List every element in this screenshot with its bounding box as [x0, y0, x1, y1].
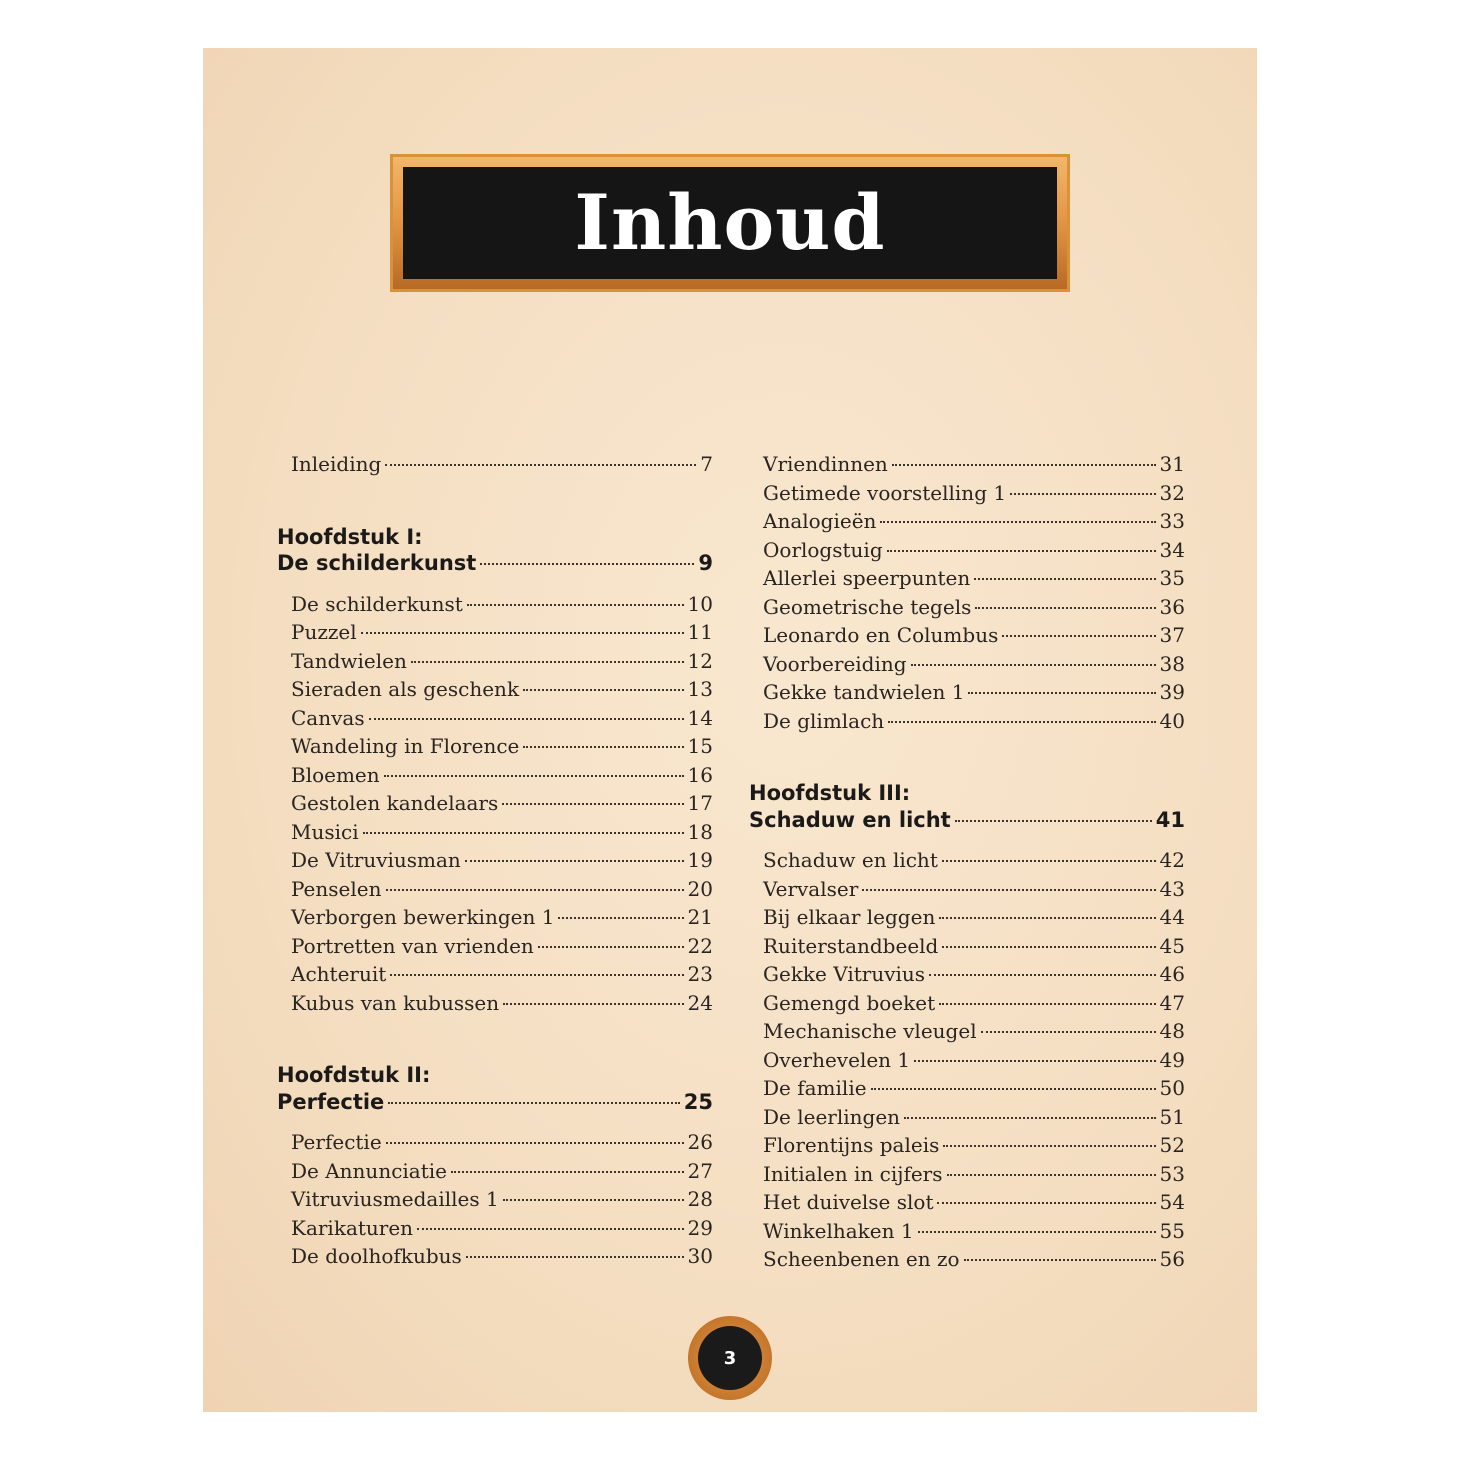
toc-entry-title: Musici — [291, 819, 359, 844]
chapter-page-number: 41 — [1155, 807, 1185, 832]
toc-entry-page-number: 18 — [687, 819, 713, 844]
page-number: 3 — [698, 1326, 762, 1390]
dot-leader — [942, 946, 1155, 948]
toc-entry-page-number: 44 — [1159, 905, 1185, 929]
dot-leader — [975, 607, 1155, 609]
toc-entry-title: Mechanische vleugel — [763, 1019, 977, 1043]
dot-leader — [888, 721, 1155, 723]
dot-leader — [467, 604, 684, 606]
toc-entry-title: Achteruit — [291, 962, 387, 986]
dot-leader — [385, 464, 696, 466]
toc-entry-title: Florentijns paleis — [763, 1133, 940, 1157]
toc-entry-page-number: 11 — [687, 620, 713, 644]
toc-entry-title: Sieraden als geschenk — [291, 677, 520, 701]
dot-leader — [911, 664, 1156, 666]
toc-entry-title: Voorbereiding — [763, 651, 907, 676]
toc-entry-title: Karikaturen — [291, 1215, 414, 1240]
toc-entry-page-number: 43 — [1159, 876, 1185, 901]
toc-entry[interactable] — [277, 677, 713, 706]
dot-leader — [937, 1202, 1155, 1204]
toc-entry[interactable] — [749, 848, 1185, 877]
toc-entry-title: Bloemen — [291, 762, 380, 787]
dot-leader — [523, 746, 683, 748]
toc-entry[interactable] — [749, 652, 1185, 681]
toc-entry-page-number: 52 — [1159, 1133, 1185, 1157]
toc-entry-title: Canvas — [291, 705, 365, 730]
toc-entry[interactable] — [277, 649, 713, 678]
toc-entry-page-number: 50 — [1159, 1076, 1185, 1100]
dot-leader — [411, 661, 684, 663]
dot-leader — [451, 1171, 684, 1173]
dot-leader — [386, 1142, 684, 1144]
toc-entry-title: Getimede voorstelling 1 — [763, 480, 1007, 505]
page-title: Inhoud — [574, 178, 886, 267]
chapter-spacer — [277, 580, 713, 592]
toc-entry-page-number: 42 — [1159, 848, 1185, 872]
toc-entry[interactable] — [749, 538, 1185, 567]
dot-leader — [968, 692, 1155, 694]
chapter-title: De schilderkunst — [277, 551, 477, 575]
toc-entry[interactable] — [277, 905, 713, 934]
toc-entry-page-number: 32 — [1159, 480, 1185, 505]
dot-leader — [914, 1060, 1155, 1062]
toc-entry[interactable] — [277, 1244, 713, 1273]
toc-entry[interactable] — [749, 481, 1185, 510]
dot-leader — [369, 718, 684, 720]
toc-entry-page-number: 29 — [687, 1215, 713, 1240]
toc-entry-title: Gekke Vitruvius — [763, 962, 926, 986]
toc-entry[interactable] — [749, 1219, 1185, 1248]
toc-entry-page-number: 38 — [1159, 651, 1185, 676]
dot-leader — [981, 1031, 1156, 1033]
section-spacer — [277, 1019, 713, 1061]
dot-leader — [974, 578, 1155, 580]
dot-leader — [503, 1003, 683, 1005]
chapter-heading — [277, 523, 713, 580]
chapter-page-number: 25 — [683, 1089, 713, 1114]
toc-entry[interactable] — [277, 1216, 713, 1245]
toc-entry-title: Gemengd boeket — [763, 990, 936, 1015]
dot-leader — [862, 889, 1155, 891]
toc-entry-title: Gestolen kandelaars — [291, 791, 499, 815]
toc-entry-title: Analogieën — [763, 509, 877, 533]
toc-entry[interactable] — [749, 962, 1185, 991]
toc-entry-title: Verborgen bewerkingen 1 — [291, 905, 555, 929]
toc-entry-title: De doolhofkubus — [291, 1244, 462, 1268]
toc-entry-title: Ruiterstandbeeld — [763, 933, 939, 958]
dot-leader — [417, 1228, 683, 1230]
dot-leader — [955, 820, 1152, 822]
toc-entry-page-number: 19 — [687, 848, 713, 872]
toc-entry-page-number: 23 — [687, 962, 713, 986]
chapter-page-number: 9 — [698, 551, 713, 575]
toc-entry[interactable] — [749, 509, 1185, 538]
toc-entry[interactable] — [749, 452, 1185, 481]
toc-entry-title: Leonardo en Columbus — [763, 623, 999, 647]
book-page — [203, 48, 1257, 1412]
dot-leader — [904, 1117, 1155, 1119]
dot-leader — [929, 974, 1155, 976]
toc-entry-title: De schilderkunst — [291, 591, 463, 616]
chapter-number: Hoofdstuk III: — [749, 781, 911, 805]
chapter-heading — [277, 1061, 713, 1118]
toc-entry-page-number: 36 — [1159, 594, 1185, 619]
toc-entry[interactable] — [277, 848, 713, 877]
toc-entry-page-number: 7 — [700, 452, 713, 476]
toc-entry-page-number: 54 — [1159, 1190, 1185, 1214]
dot-leader — [538, 946, 684, 948]
toc-entry-page-number: 12 — [687, 648, 713, 673]
toc-entry-title: Winkelhaken 1 — [763, 1218, 914, 1243]
toc-entry-page-number: 35 — [1159, 566, 1185, 590]
toc-entry[interactable] — [749, 1133, 1185, 1162]
toc-entry-title: Geometrische tegels — [763, 594, 972, 619]
dot-leader — [939, 1003, 1155, 1005]
dot-leader — [390, 974, 683, 976]
toc-entry-page-number: 46 — [1159, 962, 1185, 986]
chapter-number: Hoofdstuk II: — [277, 1063, 431, 1087]
toc-entry-page-number: 22 — [687, 933, 713, 958]
toc-entry[interactable] — [277, 763, 713, 792]
chapter-heading — [749, 779, 1185, 836]
title-banner — [390, 154, 1070, 292]
toc-entry-title: Het duivelse slot — [763, 1190, 934, 1214]
toc-entry-page-number: 24 — [687, 990, 713, 1015]
dot-leader — [918, 1231, 1156, 1233]
toc-entry[interactable] — [277, 1187, 713, 1216]
toc-entry[interactable] — [749, 1076, 1185, 1105]
chapter-number: Hoofdstuk I: — [277, 524, 423, 549]
toc-entry[interactable] — [749, 934, 1185, 963]
toc-entry[interactable] — [277, 791, 713, 820]
toc-entry[interactable] — [277, 734, 713, 763]
toc-entry[interactable] — [749, 991, 1185, 1020]
toc-entry-page-number: 39 — [1159, 680, 1185, 704]
chapter-title: Perfectie — [277, 1089, 385, 1114]
section-spacer — [277, 481, 713, 523]
toc-entry-page-number: 37 — [1159, 623, 1185, 647]
toc-entry-title: Inleiding — [291, 452, 382, 476]
toc-entry-title: Tandwielen — [291, 648, 407, 673]
dot-leader — [466, 1256, 684, 1258]
dot-leader — [503, 1199, 684, 1201]
toc-entry[interactable] — [749, 1105, 1185, 1134]
chapter-spacer — [749, 836, 1185, 848]
toc-entry-title: Overhevelen 1 — [763, 1047, 911, 1072]
toc-entry-page-number: 16 — [687, 762, 713, 787]
toc-entry-title: Vervalser — [763, 876, 859, 901]
toc-entry-title: De Annunciatie — [291, 1158, 447, 1183]
toc-entry[interactable] — [749, 905, 1185, 934]
toc-entry-title: Vitruviusmedailles 1 — [291, 1187, 499, 1211]
toc-entry[interactable] — [277, 962, 713, 991]
toc-entry-page-number: 49 — [1159, 1047, 1185, 1072]
dot-leader — [887, 550, 1156, 552]
toc-entry[interactable] — [277, 592, 713, 621]
toc-entry[interactable] — [749, 709, 1185, 738]
toc-entry-page-number: 30 — [687, 1244, 713, 1268]
dot-leader — [502, 803, 683, 805]
toc-entry[interactable] — [277, 991, 713, 1020]
toc-entry[interactable] — [749, 680, 1185, 709]
toc-entry-page-number: 13 — [687, 677, 713, 701]
toc-entry-page-number: 28 — [687, 1187, 713, 1211]
chapter-title-entry[interactable] — [749, 808, 1185, 837]
toc-entry-page-number: 21 — [687, 905, 713, 929]
toc-entry-page-number: 45 — [1159, 933, 1185, 958]
toc-entry-title: Vriendinnen — [763, 452, 888, 476]
toc-entry[interactable] — [277, 620, 713, 649]
title-banner-inner — [403, 167, 1057, 279]
section-spacer — [749, 737, 1185, 779]
dot-leader — [363, 832, 684, 834]
toc-entry-title: Bij elkaar leggen — [763, 905, 936, 929]
toc-entry[interactable] — [277, 934, 713, 963]
toc-left-column — [277, 452, 713, 1273]
dot-leader — [943, 1145, 1155, 1147]
toc-entry-page-number: 51 — [1159, 1104, 1185, 1129]
toc-entry-page-number: 14 — [687, 705, 713, 730]
toc-entry-title: De glimlach — [763, 708, 885, 733]
dot-leader — [386, 889, 684, 891]
toc-entry-title: Perfectie — [291, 1130, 382, 1154]
toc-entry-page-number: 34 — [1159, 537, 1185, 562]
toc-entry[interactable] — [749, 566, 1185, 595]
page-number-badge — [688, 1316, 772, 1400]
chapter-title: Schaduw en licht — [749, 807, 951, 832]
toc-entry-page-number: 15 — [687, 734, 713, 758]
toc-entry-title: Puzzel — [291, 620, 357, 644]
toc-right-column — [749, 452, 1185, 1276]
toc-entry-title: De Vitruviusman — [291, 848, 461, 872]
toc-entry-title: Portretten van vrienden — [291, 933, 534, 958]
toc-entry-page-number: 55 — [1159, 1218, 1185, 1243]
toc-entry[interactable] — [277, 452, 713, 481]
toc-entry-title: De familie — [763, 1076, 867, 1100]
toc-entry-page-number: 27 — [687, 1158, 713, 1183]
toc-entry-page-number: 56 — [1159, 1247, 1185, 1271]
dot-leader — [964, 1259, 1156, 1261]
dot-leader — [1010, 493, 1155, 495]
dot-leader — [871, 1088, 1156, 1090]
dot-leader — [523, 689, 683, 691]
toc-entry-title: Kubus van kubussen — [291, 990, 500, 1015]
toc-entry[interactable] — [749, 877, 1185, 906]
toc-entry-title: Scheenbenen en zo — [763, 1247, 960, 1271]
toc-entry[interactable] — [277, 1159, 713, 1188]
chapter-title-entry[interactable] — [277, 1090, 713, 1119]
toc-entry-page-number: 48 — [1159, 1019, 1185, 1043]
toc-entry-title: Penselen — [291, 876, 382, 901]
dot-leader — [480, 563, 694, 565]
toc-entry-page-number: 31 — [1159, 452, 1185, 476]
toc-entry-page-number: 53 — [1159, 1161, 1185, 1186]
toc-entry[interactable] — [749, 623, 1185, 652]
toc-entry-title: Oorlogstuig — [763, 537, 883, 562]
toc-entry-page-number: 33 — [1159, 509, 1185, 533]
dot-leader — [947, 1174, 1156, 1176]
toc-entry[interactable] — [749, 595, 1185, 624]
toc-entry-page-number: 10 — [687, 591, 713, 616]
dot-leader — [465, 860, 684, 862]
dot-leader — [388, 1102, 679, 1104]
toc-entry[interactable] — [277, 706, 713, 735]
dot-leader — [558, 917, 683, 919]
toc-entry-title: Initialen in cijfers — [763, 1161, 943, 1186]
dot-leader — [939, 917, 1155, 919]
toc-entry-title: Gekke tandwielen 1 — [763, 680, 965, 704]
toc-entry[interactable] — [749, 1019, 1185, 1048]
toc-entry[interactable] — [749, 1190, 1185, 1219]
toc-entry-title: De leerlingen — [763, 1104, 901, 1129]
toc-entry[interactable] — [749, 1048, 1185, 1077]
dot-leader — [880, 521, 1155, 523]
dot-leader — [384, 775, 684, 777]
toc-entry-page-number: 20 — [687, 876, 713, 901]
dot-leader — [1002, 635, 1155, 637]
toc-entry-page-number: 40 — [1159, 708, 1185, 733]
toc-entry[interactable] — [749, 1162, 1185, 1191]
dot-leader — [942, 860, 1156, 862]
toc-entry-page-number: 26 — [687, 1130, 713, 1154]
dot-leader — [361, 632, 684, 634]
toc-entry-page-number: 47 — [1159, 990, 1185, 1015]
dot-leader — [892, 464, 1156, 466]
chapter-title-entry[interactable] — [277, 551, 713, 580]
toc-entry[interactable] — [277, 820, 713, 849]
toc-entry-title: Allerlei speerpunten — [763, 566, 971, 590]
chapter-spacer — [277, 1118, 713, 1130]
toc-entry-title: Wandeling in Florence — [291, 734, 520, 758]
toc-entry[interactable] — [749, 1247, 1185, 1276]
toc-entry-page-number: 17 — [687, 791, 713, 815]
toc-entry-title: Schaduw en licht — [763, 848, 938, 872]
toc-entry[interactable] — [277, 877, 713, 906]
toc-entry[interactable] — [277, 1130, 713, 1159]
